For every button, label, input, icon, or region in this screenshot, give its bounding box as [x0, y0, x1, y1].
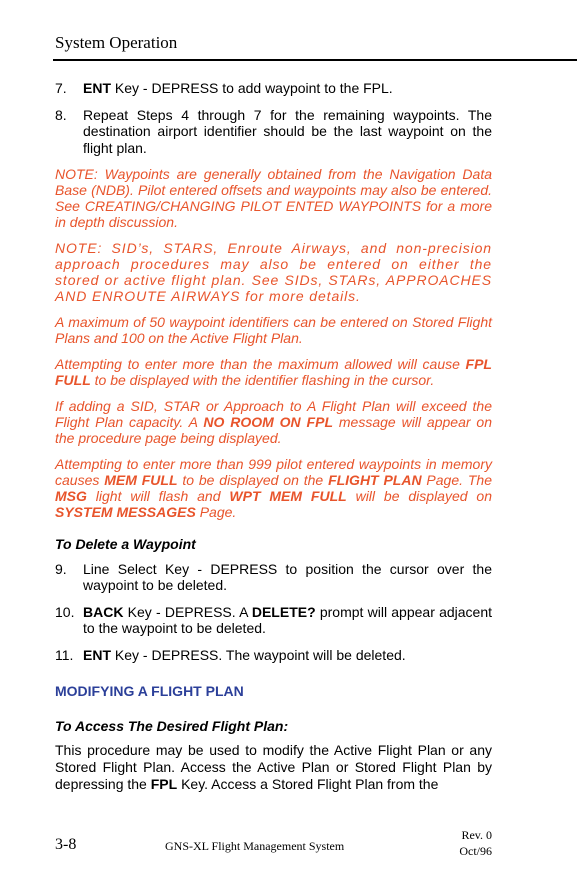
- step-11: [55, 647, 492, 664]
- note-no-room: [55, 398, 492, 446]
- note-ndb: NOTE: Waypoints are generally obtained from the Navigation Data Base (NDB). Pilot entered offsets and waypoints may also be entered. See CREATING/CHANGING PILOT ENTED WAYPOINTS for a more in depth discussion.: [55, 166, 492, 230]
- access-flight-plan-heading: To Access The Desired Flight Plan:: [55, 717, 289, 734]
- page-header-title: System Operation: [55, 33, 178, 52]
- step-number: 11.: [55, 646, 74, 663]
- note-text: will be displayed on: [346, 488, 492, 504]
- key-name: ENT: [83, 80, 111, 96]
- page-system-messages: SYSTEM MESSAGES: [55, 504, 196, 520]
- note-fpl-full: [55, 356, 492, 388]
- page-number: 3-8: [55, 836, 77, 853]
- message-mem-full: MEM FULL: [104, 472, 178, 488]
- message-wpt-mem-full: WPT MEM FULL: [229, 488, 347, 504]
- note-text: Attempting to enter more than the maximum allowed will cause: [55, 356, 466, 372]
- step-text: [83, 604, 492, 637]
- msg-light: MSG: [55, 488, 87, 504]
- note-text: Page. The: [421, 472, 492, 488]
- header-rule: [53, 59, 577, 61]
- key-name: BACK: [83, 603, 124, 620]
- page-content: [55, 80, 492, 793]
- note-text: Attempting to enter more than 999 pilot entered waypoints in memory causes: [55, 456, 492, 488]
- step-7: [55, 80, 492, 97]
- note-text: Page.: [195, 504, 237, 520]
- note-text: to be displayed on the: [177, 472, 329, 488]
- step-number: 7.: [55, 80, 67, 96]
- message-no-room: NO ROOM ON FPL: [203, 414, 333, 430]
- step-text: Line Select Key - DEPRESS to position the cursor over the waypoint to be deleted.: [83, 560, 492, 593]
- step-text: [83, 80, 492, 97]
- step-text: Repeat Steps 4 through 7 for the remaining waypoints. The destination airport identifier should be the last waypoint on the flight plan.: [83, 106, 492, 156]
- page-flight-plan: FLIGHT PLAN: [328, 472, 422, 488]
- note-max-waypoints: A maximum of 50 waypoint identifiers can be entered on Stored Flight Plans and 100 on the Active Flight Plan.: [55, 314, 492, 346]
- revision-date: Oct/96: [459, 844, 492, 858]
- note-text: message will appear on the procedure page being displayed.: [55, 414, 492, 446]
- step-8: [55, 107, 492, 157]
- revision-block: [459, 827, 492, 859]
- step-text: [83, 647, 492, 664]
- key-name: ENT: [83, 646, 111, 663]
- step-number: 8.: [55, 106, 67, 123]
- step-number: 10.: [55, 603, 75, 620]
- note-text: to be displayed with the identifier flashing in the cursor.: [90, 372, 435, 388]
- prompt-delete: DELETE?: [251, 603, 316, 620]
- key-name: FPL: [150, 776, 178, 792]
- message-fpl-full: FPL FULL: [55, 356, 492, 388]
- delete-waypoint-heading: To Delete a Waypoint: [55, 536, 196, 552]
- note-sids: NOTE: SID’s, STARS, Enroute Airways, and non-precision approach procedures may also be entered on either the stored or active flight plan. See SIDs, STARs, APPROACHES AND ENROUTE AIRWAYS for more details.: [55, 240, 492, 304]
- step-number: 9.: [55, 560, 67, 577]
- step-desc: prompt will appear adjacent to the waypoint to be deleted.: [83, 603, 492, 636]
- note-text: light will flash and: [86, 488, 230, 504]
- step-desc: Key - DEPRESS to add waypoint to the FPL.: [111, 80, 393, 96]
- modify-paragraph: [55, 742, 492, 793]
- para-text: This procedure may be used to modify the Active Flight Plan or any Stored Flight Plan. Access the Active Plan or Stored Flight Plan by depressing the: [55, 742, 492, 792]
- note-text: If adding a SID, STAR or Approach to A Flight Plan will exceed the Flight Plan capacity. A: [55, 398, 492, 430]
- step-9: [55, 561, 492, 594]
- revision-number: Rev. 0: [461, 828, 492, 842]
- para-text: Key. Access a Stored Flight Plan from the: [177, 776, 439, 792]
- step-10: [55, 604, 492, 637]
- document-title: GNS-XL Flight Management System: [165, 839, 345, 853]
- modify-flight-plan-heading: MODIFYING A FLIGHT PLAN: [55, 683, 244, 699]
- step-desc: Key - DEPRESS. A: [123, 603, 252, 620]
- note-mem-full: [55, 456, 492, 520]
- step-desc: Key - DEPRESS. The waypoint will be deleted.: [111, 646, 406, 663]
